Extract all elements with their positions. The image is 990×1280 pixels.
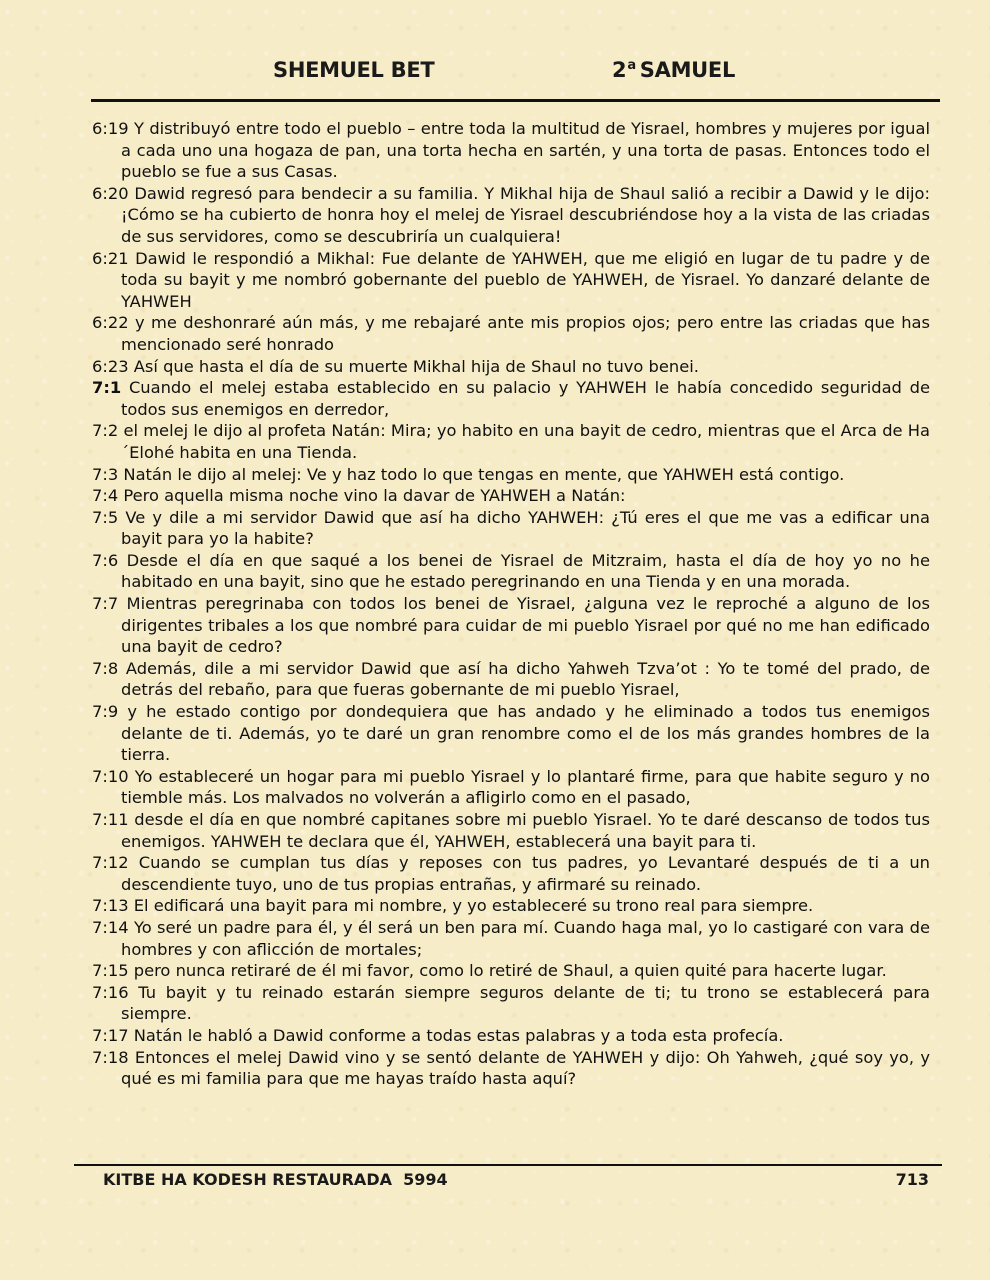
verse-text: Dawid regresó para bendecir a su familia. Y Mikhal hija de Shaul salió a recibir a Dawid y le dijo: ¡Cómo se ha cubierto de honra hoy el melej de Yisrael descubriéndose hoy a la vista de las criadas de sus servidores, como se descubriría un cualquiera! <box>121 183 930 246</box>
verse-paragraph <box>92 593 930 658</box>
verse-reference: 7:9 <box>92 702 119 722</box>
verse-text: Y distribuyó entre todo el pueblo – entre toda la multitud de Yisrael, hombres y mujeres por igual a cada uno una hogaza de pan, una torta hecha en sartén, y una torta de pasas. Entonces todo el pueblo se fue a sus Casas. <box>121 119 930 182</box>
verse-text: El edificará una bayit para mi nombre, y yo estableceré su trono real para siempre. <box>133 896 814 916</box>
verse-paragraph <box>92 550 930 593</box>
book-number: 2 <box>612 58 627 82</box>
verse-text: desde el día en que nombré capitanes sobre mi pueblo Yisrael. Yo te daré descanso de todos tus enemigos. YAHWEH te declara que él, YAHWEH, establecerá una bayit para ti. <box>121 810 930 851</box>
verse-text: Yo estableceré un hogar para mi pueblo Yisrael y lo plantaré firme, para que habite seguro y no tiemble más. Los malvados no volverán a afligirlo como en el pasado, <box>121 766 930 808</box>
verse-paragraph <box>92 982 930 1025</box>
verse-text: Dawid le respondió a Mikhal: Fue delante de YAHWEH, que me eligió en lugar de tu padre y de toda su bayit y me nombró gobernante del pueblo de YAHWEH, de Yisrael. Yo danzaré delante de YAHWEH <box>121 248 931 311</box>
verse-reference: 6:22 <box>92 313 129 333</box>
verse-text: Mientras peregrinaba con todos los benei de Yisrael, ¿alguna vez le reproché a alguno de los dirigentes tribales a los que nombré para cuidar de mi pueblo Yisrael por qué no me han edificado una bayit de cedro? <box>121 594 930 657</box>
footer-rule <box>74 1164 942 1166</box>
verse-paragraph <box>92 118 930 183</box>
verse-reference: 7:7 <box>92 594 119 614</box>
verses-body <box>92 118 930 1090</box>
verse-text: Natán le habló a Dawid conforme a todas estas palabras y a toda esta profecía. <box>133 1025 784 1045</box>
verse-reference: 7:6 <box>92 550 119 570</box>
verse-reference: 7:3 <box>92 464 119 484</box>
verse-paragraph <box>92 1047 930 1090</box>
verse-reference: 6:20 <box>92 183 129 203</box>
verse-paragraph <box>92 507 930 550</box>
verse-paragraph <box>92 356 930 378</box>
verse-paragraph <box>92 766 930 809</box>
verse-paragraph <box>92 420 930 463</box>
verse-text: Tu bayit y tu reinado estarán siempre seguros delante de ti; tu trono se establecerá para siempre. <box>121 982 930 1024</box>
verse-text: Natán le dijo al melej: Ve y haz todo lo que tengas en mente, que YAHWEH está contigo. <box>123 464 845 484</box>
verse-paragraph <box>92 701 930 766</box>
verse-reference: 7:17 <box>92 1025 129 1045</box>
verse-text: y me deshonraré aún más, y me rebajaré ante mis propios ojos; pero entre las criadas que has mencionado seré honrado <box>121 313 930 354</box>
verse-reference: 7:12 <box>92 853 129 873</box>
verse-text: el melej le dijo al profeta Natán: Mira; yo habito en una bayit de cedro, mientras que el Arca de Ha´Elohé habita en una Tienda. <box>121 421 930 462</box>
verse-paragraph <box>92 1025 930 1047</box>
verse-text: pero nunca retiraré de él mi favor, como lo retiré de Shaul, a quien quité para hacerte lugar. <box>133 961 887 981</box>
verse-text: Cuando se cumplan tus días y reposes con tus padres, yo Levantaré después de ti a un descendiente tuyo, uno de tus propias entrañas, y afirmaré su reinado. <box>121 853 930 894</box>
verse-paragraph <box>92 485 930 507</box>
verse-paragraph <box>92 658 930 701</box>
verse-reference: 6:19 <box>92 119 129 138</box>
verse-paragraph <box>92 464 930 486</box>
verse-paragraph <box>92 248 930 313</box>
verse-reference: 7:1 <box>92 378 122 398</box>
verse-reference: 7:16 <box>92 982 129 1002</box>
verse-text: Pero aquella misma noche vino la davar de YAHWEH a Natán: <box>123 486 626 506</box>
verse-reference: 7:8 <box>92 658 119 678</box>
verse-text: Desde el día en que saqué a los benei de Yisrael de Mitzraim, hasta el día de hoy yo no he habitado en una bayit, sino que he estado peregrinando en una Tienda y en una morada. <box>121 550 930 592</box>
page-footer <box>0 1170 990 1194</box>
verse-paragraph <box>92 183 930 248</box>
verse-text: Además, dile a mi servidor Dawid que así ha dicho Yahweh Tzva’ot : Yo te tomé del prado, de detrás del rebaño, para que fueras gobernante de mi pueblo Yisrael, <box>121 658 930 700</box>
verse-text: y he estado contigo por dondequiera que has andado y he eliminado a todos tus enemigos delante de ti. Además, yo te daré un gran renombre como el de los más grandes hombres de la tierra. <box>121 702 930 765</box>
verse-reference: 7:13 <box>92 896 129 916</box>
book-title-hebrew: SHEMUEL BET <box>273 58 435 82</box>
verse-paragraph <box>92 852 930 895</box>
footer-title: KITBE HA KODESH RESTAURADA 5994 <box>103 1170 448 1189</box>
verse-paragraph <box>92 377 930 420</box>
verse-reference: 7:2 <box>92 421 119 441</box>
verse-reference: 7:11 <box>92 810 129 829</box>
verse-text: Entonces el melej Dawid vino y se sentó delante de YAHWEH y dijo: Oh Yahweh, ¿qué soy yo, y qué es mi familia para que me hayas traído hasta aquí? <box>121 1047 930 1089</box>
verse-text: Yo seré un padre para él, y él será un ben para mí. Cuando haga mal, yo lo castigaré con vara de hombres y con aflicción de mortales; <box>121 917 930 959</box>
book-ordinal: a <box>627 58 636 73</box>
page-number: 713 <box>895 1170 929 1189</box>
verse-paragraph <box>92 312 930 355</box>
verse-text: Cuando el melej estaba establecido en su palacio y YAHWEH le había concedido seguridad de todos sus enemigos en derredor, <box>121 378 930 419</box>
verse-paragraph <box>92 895 930 917</box>
verse-reference: 6:23 <box>92 356 129 376</box>
verse-reference: 7:5 <box>92 507 119 527</box>
verse-reference: 7:15 <box>92 961 129 981</box>
verse-text: Ve y dile a mi servidor Dawid que así ha dicho YAHWEH: ¿Tú eres el que me vas a edificar una bayit para yo la habite? <box>121 507 930 549</box>
verse-paragraph <box>92 960 930 982</box>
book-title-spanish-text: SAMUEL <box>639 58 736 82</box>
verse-paragraph <box>92 917 930 960</box>
verse-reference: 7:18 <box>92 1047 129 1067</box>
book-title-spanish <box>612 58 735 82</box>
verse-reference: 6:21 <box>92 248 129 268</box>
page-header <box>0 58 990 92</box>
verse-reference: 7:10 <box>92 766 129 786</box>
verse-text: Así que hasta el día de su muerte Mikhal hija de Shaul no tuvo benei. <box>133 356 699 376</box>
verse-reference: 7:4 <box>92 486 119 506</box>
verse-paragraph <box>92 809 930 852</box>
verse-reference: 7:14 <box>92 917 129 937</box>
header-rule <box>91 99 940 102</box>
